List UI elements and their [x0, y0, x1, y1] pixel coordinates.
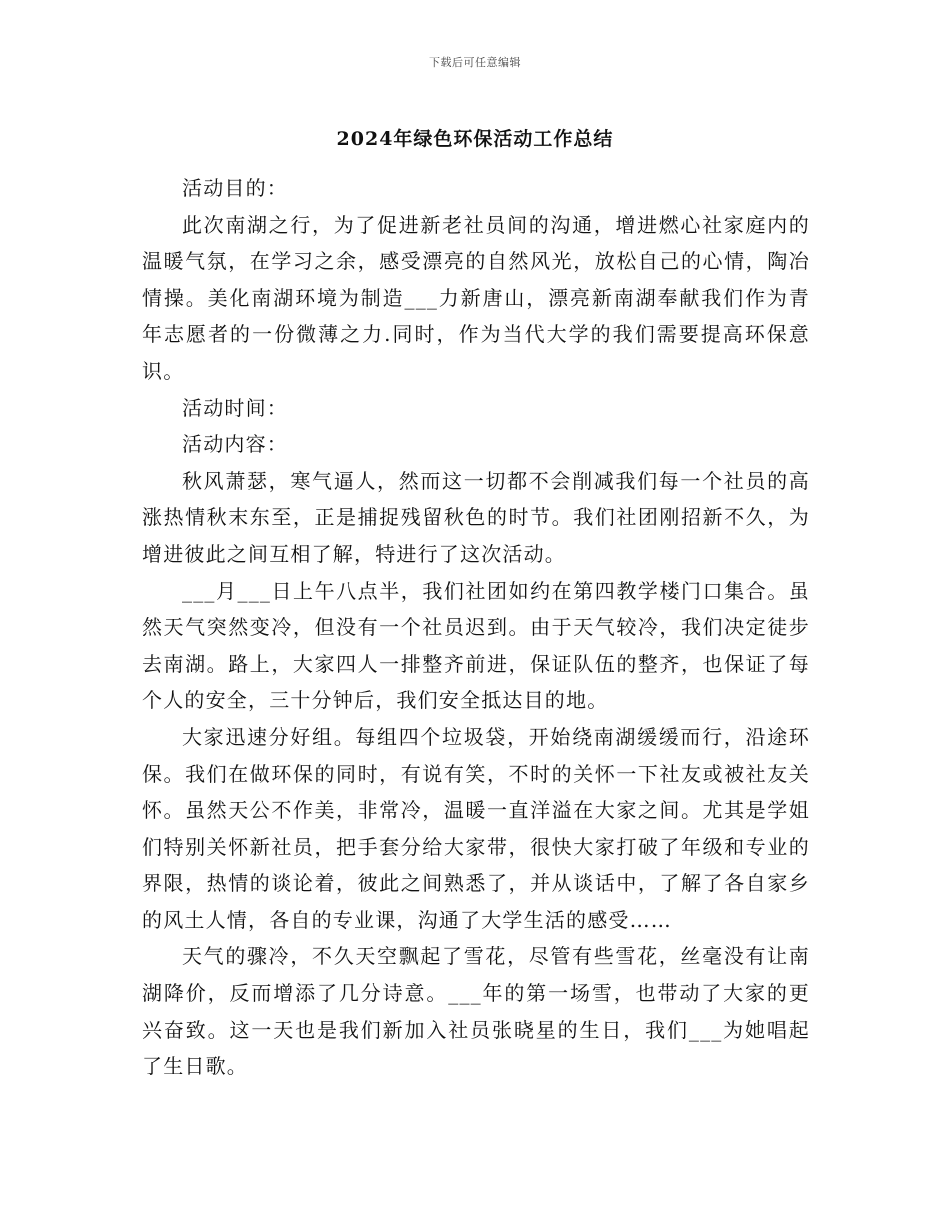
- document-title: 2024年绿色环保活动工作总结: [336, 128, 614, 150]
- paragraph-time-heading: 活动时间：: [182, 395, 288, 420]
- header-note: 下载后可任意编辑: [429, 56, 521, 69]
- paragraph-autumn: 秋风萧瑟，寒气逼人，然而这一切都不会削减我们每一个社员的高涨热情秋末东至，正是捕捉残留秋色的时节。我们社团刚招新不久，为增进彼此之间互相了解，特进行了这次活动。: [142, 468, 810, 566]
- paragraph-snow: 天气的骤冷，不久天空飘起了雪花，尽管有些雪花，丝毫没有让南湖降价，反而增添了几分诗意。___年的第一场雪，也带动了大家的更兴奋致。这一天也是我们新加入社员张晓星的生日，我们___为她唱起了生日歌。: [142, 944, 810, 1079]
- paragraph-groups: 大家迅速分好组。每组四个垃圾袋，开始绕南湖缓缓而行，沿途环保。我们在做环保的同时，有说有笑，不时的关怀一下社友或被社友关怀。虽然天公不作美，非常冷，温暖一直洋溢在大家之间。尤其是学姐们特别关怀新社员，把手套分给大家带，很快大家打破了年级和专业的界限，热情的谈论着，彼此之间熟悉了，并从谈话中，了解了各自家乡的风土人情，各自的专业课，沟通了大学生活的感受……: [142, 724, 810, 932]
- paragraph-content-heading: 活动内容：: [182, 432, 288, 457]
- paragraph-purpose-heading: 活动目的：: [182, 176, 288, 200]
- paragraph-gathering: ___月___日上午八点半，我们社团如约在第四教学楼门口集合。虽然天气突然变冷，但没有一个社员迟到。由于天气较冷，我们决定徒步去南湖。路上，大家四人一排整齐前进，保证队伍的整齐，也保证了每个人的安全，三十分钟后，我们安全抵达目的地。: [142, 578, 810, 713]
- paragraph-purpose: 此次南湖之行，为了促进新老社员间的沟通，增进燃心社家庭内的温暖气氛，在学习之余，感受漂亮的自然风光，放松自己的心情，陶冶情操。美化南湖环境为制造___力新唐山，漂亮新南湖奉献我们作为青年志愿者的一份微薄之力.同时，作为当代大学的我们需要提高环保意识。: [142, 212, 810, 383]
- document-body: [142, 170, 810, 1085]
